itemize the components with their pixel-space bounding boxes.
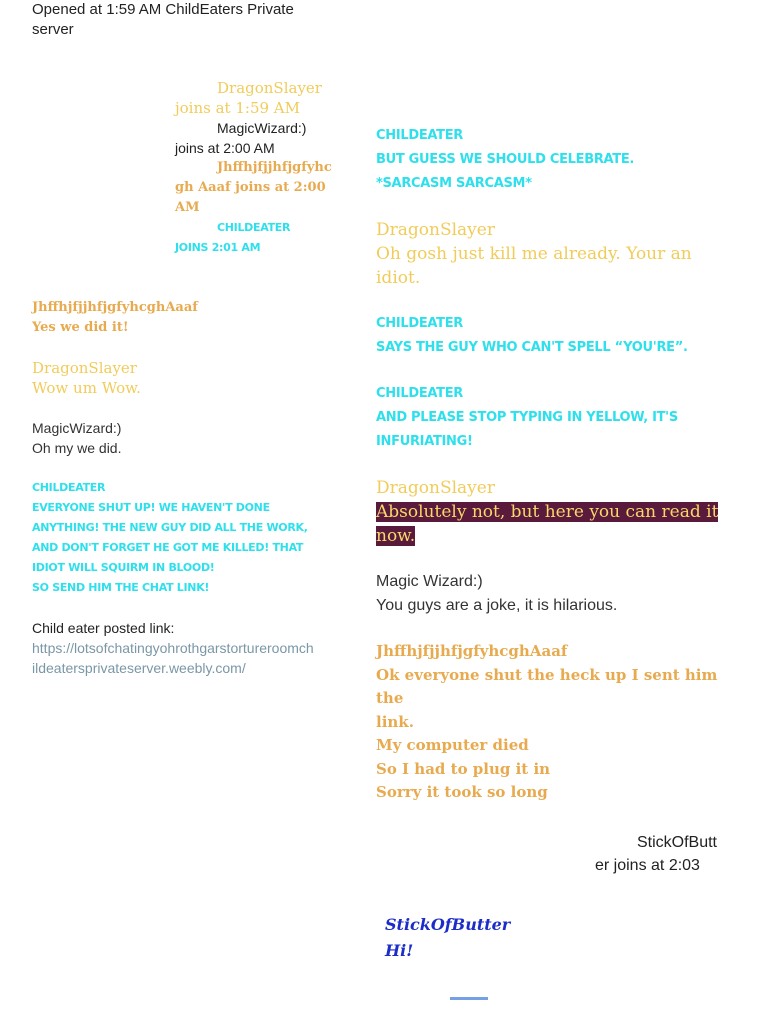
msg-text-line: My computer died xyxy=(376,736,529,754)
msg-text: SAYS THE GUY WHO CAN'T SPELL “YOU'RE”. xyxy=(376,340,688,355)
right-chat xyxy=(376,124,746,805)
msg-jhffh xyxy=(376,640,746,805)
msg-author: JhffhjfjjhfjgfyhcghAaaf xyxy=(376,642,568,660)
msg-author: JhffhjfjjhfjgfyhcghAaaf xyxy=(32,300,198,315)
msg-childeater-left xyxy=(32,478,342,598)
msg-text: Hi! xyxy=(385,941,414,960)
msg-author: MagicWizard:) xyxy=(32,420,122,436)
msg-text-line: link. xyxy=(376,712,414,731)
join-notices xyxy=(175,78,335,258)
join-jhffh-l2: gh Aaaf joins at 2:00 xyxy=(175,180,326,195)
msg-text-line: IDIOT WILL SQUIRM IN BLOOD! xyxy=(32,561,215,574)
chat-link-cont[interactable]: ildeatersprivateserver.weebly.com/ xyxy=(32,660,246,676)
msg-text-line: SO SEND HIM THE CHAT LINK! xyxy=(32,581,210,594)
join-childeater-time: JOINS 2:01 AM xyxy=(175,241,261,254)
join-jhffh-l3: AM xyxy=(175,200,200,215)
msg-author: CHILDEATER xyxy=(376,386,464,401)
join-stick-time: er joins at 2:03 xyxy=(595,857,700,874)
msg-author: DragonSlayer xyxy=(376,220,495,240)
msg-text: Oh my we did. xyxy=(32,440,122,456)
posted-link-label: Child eater posted link: xyxy=(32,620,175,636)
msg-magic-left xyxy=(32,418,342,458)
msg-author: CHILDEATER xyxy=(376,316,464,331)
msg-magic xyxy=(376,570,746,618)
left-chat xyxy=(32,298,342,678)
highlighted-text: Absolutely not, but here you can read it xyxy=(376,502,719,522)
highlighted-text: now. xyxy=(376,526,416,546)
msg-jhffh-left xyxy=(32,298,342,338)
msg-text: Oh gosh just kill me already. Your an xyxy=(376,244,692,264)
msg-author: DragonSlayer xyxy=(376,478,495,498)
msg-author: StickOfButter xyxy=(385,915,511,934)
msg-text: AND PLEASE STOP TYPING IN YELLOW, IT'S xyxy=(376,410,678,425)
msg-dragon-left xyxy=(32,358,342,398)
msg-dragon-2 xyxy=(376,476,746,548)
msg-author: DragonSlayer xyxy=(32,359,137,377)
posted-link xyxy=(32,618,342,678)
join-dragonslayer-time: joins at 1:59 AM xyxy=(175,99,300,117)
msg-text-line: So I had to plug it in xyxy=(376,759,551,778)
msg-text: Yes we did it! xyxy=(32,320,129,335)
join-dragonslayer xyxy=(175,78,335,118)
msg-text: INFURIATING! xyxy=(376,434,473,449)
chat-link[interactable]: https://lotsofchatingyohrothgarstortureroomch xyxy=(32,640,314,656)
msg-text: Wow um Wow. xyxy=(32,379,141,397)
join-stickofbutter xyxy=(560,831,720,877)
msg-text-line: EVERYONE SHUT UP! WE HAVEN'T DONE xyxy=(32,501,270,514)
msg-text: idiot. xyxy=(376,268,421,288)
cutoff-text-fragment xyxy=(450,997,488,1000)
msg-text-line: Ok everyone shut the heck up I sent him the xyxy=(376,665,718,707)
join-dragonslayer-name: DragonSlayer xyxy=(217,79,322,97)
join-magicwizard-time: joins at 2:00 AM xyxy=(175,140,275,156)
join-childeater-name: CHILDEATER xyxy=(217,221,291,234)
msg-text-line: Sorry it took so long xyxy=(376,783,548,801)
join-magicwizard xyxy=(175,118,335,158)
msg-author: Magic Wizard:) xyxy=(376,573,483,590)
header-line-1: Opened at 1:59 AM ChildEaters Private xyxy=(32,1,294,18)
msg-text-line: AND DON'T FORGET HE GOT ME KILLED! THAT xyxy=(32,541,304,554)
msg-text: BUT GUESS WE SHOULD CELEBRATE. xyxy=(376,152,635,167)
msg-childeater-3 xyxy=(376,382,746,454)
msg-text-line: ANYTHING! THE NEW GUY DID ALL THE WORK, xyxy=(32,521,308,534)
msg-childeater-1 xyxy=(376,124,746,196)
msg-childeater-2 xyxy=(376,312,746,360)
msg-author: CHILDEATER xyxy=(32,481,106,494)
join-magicwizard-name: MagicWizard:) xyxy=(217,120,307,136)
msg-text: *SARCASM SARCASM* xyxy=(376,176,532,191)
join-stick-name: StickOfButt xyxy=(636,834,717,851)
msg-author: CHILDEATER xyxy=(376,128,464,143)
msg-text: You guys are a joke, it is hilarious. xyxy=(376,597,618,614)
join-childeater xyxy=(175,218,335,258)
msg-stickofbutter xyxy=(385,912,585,964)
join-jhffh-l1: Jhffhjfjjhfjgfyhc xyxy=(217,160,332,175)
join-jhffh xyxy=(175,158,335,218)
header-line-2: server xyxy=(32,21,74,38)
server-header xyxy=(32,0,332,40)
msg-dragon-1 xyxy=(376,218,746,290)
